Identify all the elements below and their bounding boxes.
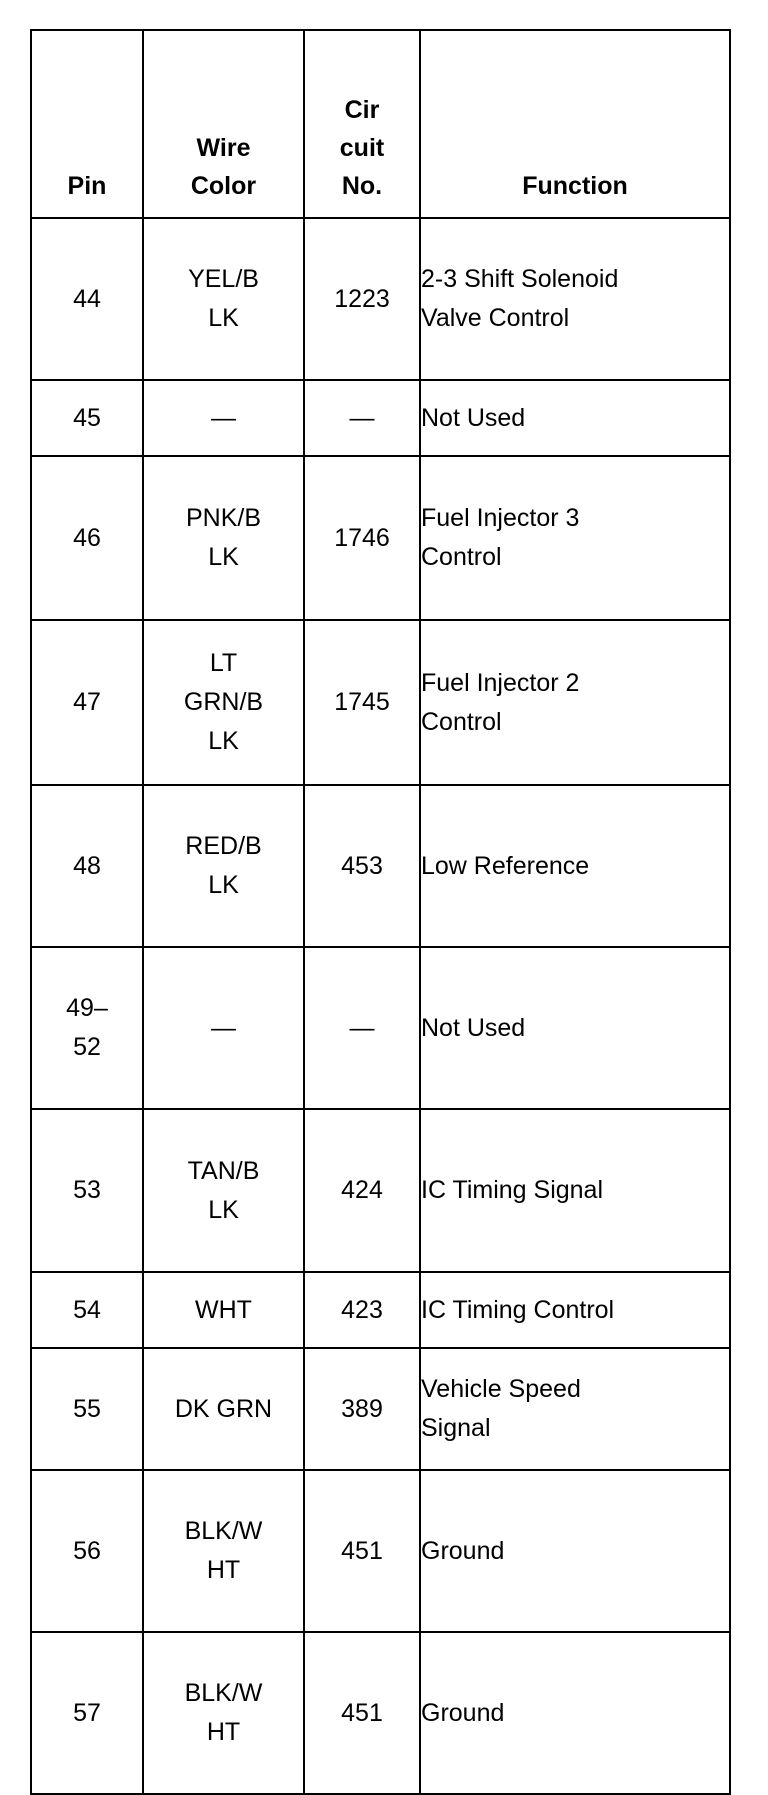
circuit-number-cell	[304, 1632, 420, 1794]
circuit-number-cell	[304, 1109, 420, 1272]
circuit-number: 1223	[334, 284, 390, 313]
pin-number: 54	[73, 1295, 101, 1324]
header-function	[420, 30, 730, 218]
function-cell	[420, 1272, 730, 1348]
wire-color: PNK/B	[185, 504, 262, 532]
function-text: Ground	[421, 1698, 505, 1727]
circuit-number: 453	[341, 851, 383, 880]
function-text: Fuel Injector 2	[421, 668, 580, 697]
function-cell	[420, 947, 730, 1109]
wire-color-cell	[143, 1470, 304, 1632]
pin-number: 53	[73, 1176, 101, 1204]
function-cell	[420, 620, 730, 785]
function-cell	[420, 1470, 730, 1632]
pin-number: 48	[73, 851, 101, 880]
circuit-number: —	[349, 1013, 375, 1042]
header-function-label: Function	[522, 172, 628, 200]
pin-cell	[31, 1348, 143, 1470]
function-text: Valve Control	[421, 304, 570, 332]
pin-cell	[31, 218, 143, 380]
pin-cell	[31, 947, 143, 1109]
function-text: Ground	[421, 1536, 505, 1565]
function-cell	[420, 1109, 730, 1272]
function-cell	[420, 380, 730, 456]
header-wire-color-line: Color	[190, 172, 257, 200]
table-row	[31, 947, 730, 1109]
header-wire-color	[143, 30, 304, 218]
pin-number: 49–	[66, 994, 108, 1022]
header-circuit-line: No.	[341, 172, 383, 200]
table-body	[31, 218, 730, 1794]
wire-color-cell	[143, 1109, 304, 1272]
pin-cell	[31, 1470, 143, 1632]
table-row	[31, 620, 730, 785]
table-row	[31, 380, 730, 456]
function-text: Low Reference	[421, 851, 590, 880]
table-row	[31, 1470, 730, 1632]
wire-color: LK	[208, 543, 239, 571]
circuit-number-cell	[304, 456, 420, 620]
function-text: Control	[421, 707, 502, 736]
pin-cell	[31, 1272, 143, 1348]
table-row	[31, 1632, 730, 1794]
wire-color: TAN/B	[187, 1156, 260, 1185]
pin-cell	[31, 1109, 143, 1272]
header-pin	[31, 30, 143, 218]
function-cell	[420, 785, 730, 947]
circuit-number: 389	[341, 1394, 383, 1423]
wire-color: BLK/W	[184, 1679, 263, 1707]
wire-color-cell	[143, 1632, 304, 1794]
circuit-number-cell	[304, 1272, 420, 1348]
pin-cell	[31, 380, 143, 456]
pin-number: 56	[73, 1536, 101, 1565]
circuit-number-cell	[304, 785, 420, 947]
header-circuit-line: cuit	[339, 134, 385, 162]
wire-color-cell	[143, 620, 304, 785]
pin-number: 44	[73, 284, 101, 313]
function-text: Not Used	[421, 403, 526, 432]
function-text: Not Used	[421, 1013, 526, 1042]
wire-color: RED/B	[185, 832, 262, 860]
wire-color-cell	[143, 218, 304, 380]
wire-color: LK	[208, 871, 239, 899]
header-circuit-no	[304, 30, 420, 218]
table-row	[31, 218, 730, 380]
table-row	[31, 785, 730, 947]
function-text: IC Timing Signal	[421, 1176, 604, 1204]
wire-color-cell	[143, 1348, 304, 1470]
pin-cell	[31, 456, 143, 620]
circuit-number: 1745	[334, 688, 390, 716]
circuit-number: —	[349, 403, 375, 432]
wire-color: LT	[209, 649, 238, 677]
function-text: Vehicle Speed	[421, 1375, 581, 1403]
circuit-number-cell	[304, 620, 420, 785]
function-text: 2-3 Shift Solenoid	[421, 265, 619, 293]
wire-color: HT	[206, 1556, 241, 1584]
circuit-number: 451	[341, 1698, 383, 1727]
wire-color: WHT	[195, 1295, 252, 1324]
wire-color: LK	[208, 727, 239, 755]
function-text: Fuel Injector 3	[421, 504, 580, 532]
wire-color: HT	[206, 1718, 241, 1746]
wire-color-cell	[143, 456, 304, 620]
pin-number: 46	[73, 523, 101, 552]
function-cell	[420, 1348, 730, 1470]
pin-number: 52	[73, 1033, 101, 1061]
table-row	[31, 1109, 730, 1272]
table-header-row	[31, 30, 730, 218]
circuit-number-cell	[304, 947, 420, 1109]
wire-color: GRN/B	[183, 688, 264, 716]
pinout-table	[30, 29, 731, 1795]
circuit-number-cell	[304, 218, 420, 380]
function-text: Signal	[421, 1414, 491, 1442]
circuit-number: 451	[341, 1536, 383, 1565]
wire-color: —	[211, 1013, 236, 1042]
pin-number: 57	[73, 1698, 101, 1727]
circuit-number-cell	[304, 1348, 420, 1470]
table-row	[31, 456, 730, 620]
pin-number: 47	[73, 688, 101, 716]
function-cell	[420, 456, 730, 620]
pin-number: 45	[73, 403, 101, 432]
circuit-number: 1746	[334, 523, 390, 552]
wire-color: LK	[208, 304, 239, 332]
function-cell	[420, 1632, 730, 1794]
header-circuit-line: Cir	[344, 96, 380, 124]
function-cell	[420, 218, 730, 380]
circuit-number: 424	[341, 1176, 383, 1204]
wire-color: DK GRN	[174, 1394, 273, 1423]
header-pin-label: Pin	[67, 172, 107, 200]
pin-cell	[31, 785, 143, 947]
wire-color-cell	[143, 785, 304, 947]
wire-color-cell	[143, 947, 304, 1109]
header-wire-color-line: Wire	[196, 134, 251, 162]
wire-color: —	[211, 403, 236, 432]
wire-color: YEL/B	[188, 265, 259, 293]
circuit-number-cell	[304, 380, 420, 456]
wire-color-cell	[143, 380, 304, 456]
wire-color: BLK/W	[184, 1517, 263, 1545]
function-text: IC Timing Control	[421, 1295, 615, 1324]
pin-cell	[31, 620, 143, 785]
pin-cell	[31, 1632, 143, 1794]
wire-color: LK	[208, 1195, 239, 1224]
wire-color-cell	[143, 1272, 304, 1348]
table-row	[31, 1272, 730, 1348]
table-row	[31, 1348, 730, 1470]
pin-number: 55	[73, 1394, 101, 1423]
circuit-number-cell	[304, 1470, 420, 1632]
function-text: Control	[421, 543, 502, 571]
circuit-number: 423	[341, 1295, 383, 1324]
